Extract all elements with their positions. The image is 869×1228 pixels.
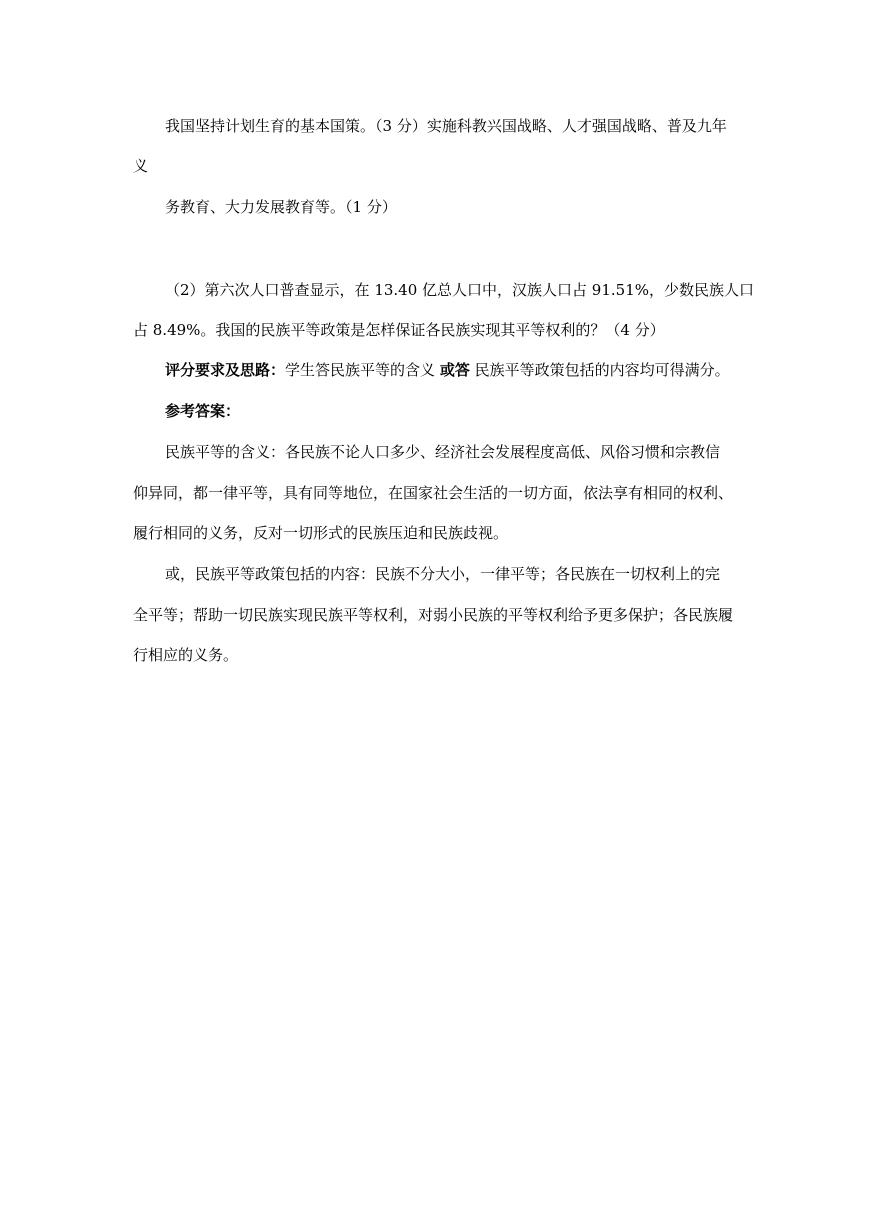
grading-text-b: 民族平等政策包括的内容均可得满分。 (474, 361, 730, 379)
answer-meaning-line1: 民族平等的含义：各民族不论人口多少、经济社会发展程度高低、风俗习惯和宗教信 (165, 443, 721, 461)
answer-policy-line3: 行相应的义务。 (133, 646, 239, 664)
answer-part1-line1: 我国坚持计划生育的基本国策。（3 分）实施科教兴国战略、人才强国战略、普及九年 (165, 117, 727, 135)
answer-meaning-line3: 履行相同的义务，反对一切形式的民族压迫和民族歧视。 (133, 524, 509, 542)
question2-line1: （2）第六次人口普查显示，在 13.40 亿总人口中，汉族人口占 91.51%，少数民族人口 (165, 281, 754, 299)
answer-policy-line2: 全平等；帮助一切民族实现民族平等权利，对弱小民族的平等权利给予更多保护；各民族履 (133, 606, 734, 624)
reference-answer-label: 参考答案： (165, 402, 241, 420)
answer-part1-line3: 务教育、大力发展教育等。（1 分） (165, 198, 397, 216)
grading-line (165, 360, 730, 380)
answer-meaning-line2: 仰异同，都一律平等，具有同等地位，在国家社会生活的一切方面，依法享有相同的权利、 (133, 484, 734, 502)
grading-label: 评分要求及思路： (165, 361, 286, 379)
question2-line2: 占 8.49%。我国的民族平等政策是怎样保证各民族实现其平等权利的？（4 分） (133, 321, 665, 339)
grading-text-a: 学生答民族平等的含义 (285, 361, 436, 379)
answer-part1-line2: 义 (133, 157, 149, 175)
grading-or-label: 或答 (439, 361, 470, 379)
answer-policy-line1: 或，民族平等政策包括的内容：民族不分大小，一律平等；各民族在一切权利上的完 (165, 565, 721, 583)
